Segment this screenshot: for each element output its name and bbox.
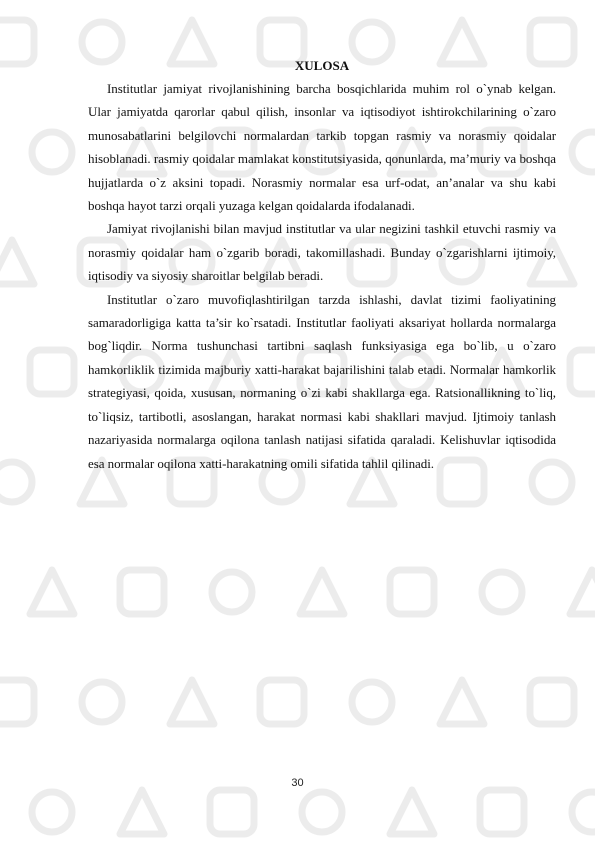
watermark-mark bbox=[212, 572, 252, 612]
document-title: XULOSA bbox=[294, 58, 350, 73]
watermark-mark bbox=[570, 570, 595, 614]
watermark-mark bbox=[302, 792, 342, 832]
watermark-mark bbox=[120, 790, 164, 834]
watermark-mark bbox=[120, 570, 164, 614]
watermark-mark bbox=[30, 570, 74, 614]
paragraph-1: Institutlar jamiyat rivojlanishining barcha bosqichlarida muhim rol o`ynab kelgan. Ular jamiyatda qarorlar qabul qilish, insonlar va iqtisodiyot ishtirokchilarining o`zaro munosabatlarini belgilovchi normalardan tarkib topgan rasmiy va norasmiy qoidalar hisoblanadi. rasmiy qoidalar mamlakat konstitutsiyasida, qonunlarda, ma’muriy va boshqa hujjatlarda o`z aksini topadi. Norasmiy normalar esa urf-odat, an’analar va shu kabi boshqa hayot tarzi orqali yuzaga kelgan qoidalarda ifodalanadi. bbox=[88, 81, 556, 214]
watermark-mark bbox=[0, 240, 34, 284]
watermark-mark bbox=[390, 570, 434, 614]
watermark-mark bbox=[82, 682, 122, 722]
watermark-mark bbox=[482, 572, 522, 612]
watermark-mark bbox=[352, 682, 392, 722]
watermark-mark bbox=[32, 132, 72, 172]
watermark-mark bbox=[170, 680, 214, 724]
watermark-mark bbox=[32, 792, 72, 832]
watermark-mark bbox=[260, 680, 304, 724]
watermark-mark bbox=[390, 790, 434, 834]
watermark-mark bbox=[570, 350, 595, 394]
watermark-mark bbox=[440, 680, 484, 724]
paragraph-3: Institutlar o`zaro muvofiqlashtirilgan tarzda ishlashi, davlat tizimi faoliyatining samaradorligiga katta ta’sir ko`rsatadi. Institutlar faoliyati aksariyat hollarda normalarga bog`liqdir. Norma tushunchasi tartibni saqlash funksiyasiga ega bo`lib, u o`zaro hamkorliklik tizimida majburiy xatti-harakat bajarilishini talab etadi. Normalar hamkorlik strategiyasi, qoida, xususan, normaning o`zi kabi shakllarga ega. Ratsionallikning to`liq, to`liqsiz, tartibotli, asoslangan, harakat normasi kabi shakllari mavjud. Ijtimoiy tanlash nazariyasida normalarga oqilona tanlash natijasi sifatida qaraladi. Kelishuvlar iqtisodida esa normalar oqilona xatti-harakatning omili sifatida tahlil qilinadi. bbox=[88, 291, 556, 471]
watermark-mark bbox=[530, 680, 574, 724]
watermark-mark bbox=[300, 570, 344, 614]
watermark-mark bbox=[480, 790, 524, 834]
watermark-mark bbox=[30, 350, 74, 394]
page-number: 30 bbox=[291, 777, 304, 789]
watermark-mark bbox=[210, 790, 254, 834]
watermark-mark bbox=[0, 20, 34, 64]
watermark-mark bbox=[0, 680, 34, 724]
watermark-mark bbox=[0, 462, 32, 502]
watermark-mark bbox=[572, 792, 595, 832]
paragraph-2: Jamiyat rivojlanishi bilan mavjud institutlar va ular negizini tashkil etuvchi rasmiy va norasmiy qoidalar ham o`zgarib boradi, takomillashadi. Bunday o`zgarishlarni ijtimoiy, iqtisodiy va siyosiy sharoitlar belgilab beradi. bbox=[88, 221, 556, 284]
document-page bbox=[88, 55, 556, 475]
watermark-mark bbox=[572, 132, 595, 172]
